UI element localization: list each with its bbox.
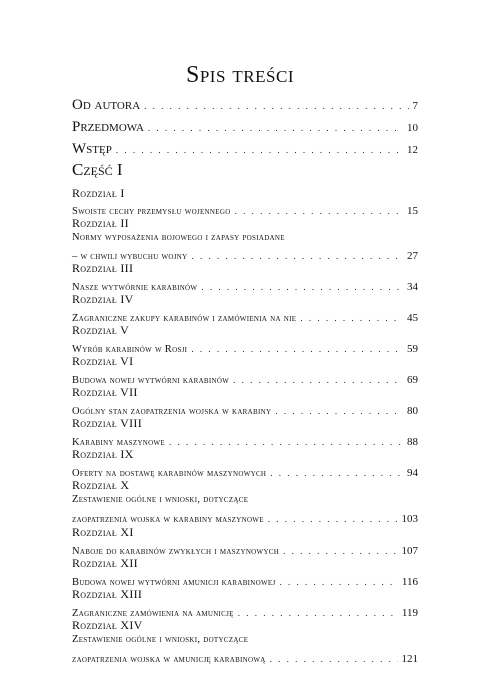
dot-leader bbox=[238, 603, 398, 621]
dot-leader bbox=[270, 463, 403, 481]
dot-leader bbox=[201, 277, 403, 295]
chapter-heading: Rozdział XIV bbox=[72, 618, 143, 632]
chapter-title: Oferty na dostawę karabinów maszynowych bbox=[72, 468, 267, 479]
dot-leader bbox=[283, 541, 397, 559]
entry-page: 45 bbox=[407, 312, 418, 324]
entry-label: Wstęp bbox=[72, 141, 112, 157]
chapter-entry bbox=[72, 649, 418, 667]
dot-leader bbox=[280, 572, 398, 590]
chapter-title: Swoiste cechy przemysłu wojennego bbox=[72, 206, 231, 217]
dot-leader bbox=[235, 201, 403, 219]
entry-page: 27 bbox=[407, 250, 418, 262]
dot-leader bbox=[191, 339, 403, 357]
chapter-title: Budowa nowej wytwórni karabinów bbox=[72, 375, 230, 386]
entry-page: 10 bbox=[407, 122, 418, 134]
dot-leader bbox=[270, 649, 398, 667]
chapter-heading: Rozdział III bbox=[72, 261, 134, 275]
dot-leader bbox=[268, 509, 398, 527]
dot-leader bbox=[275, 401, 403, 419]
chapter-heading: Rozdział V bbox=[72, 323, 130, 337]
chapter-title: Naboje do karabinów zwykłych i maszynowych bbox=[72, 546, 280, 557]
chapter-heading: Rozdział VI bbox=[72, 354, 134, 368]
dot-leader bbox=[148, 119, 403, 136]
chapter-heading: Rozdział IX bbox=[72, 447, 134, 461]
entry-page: 15 bbox=[407, 205, 418, 217]
chapter-title: Zagraniczne zakupy karabinów i zamówienia na nie bbox=[72, 313, 297, 324]
chapter-heading: Rozdział XII bbox=[72, 556, 138, 570]
entry-page: 94 bbox=[407, 467, 418, 479]
page-title: Spis treści bbox=[186, 62, 294, 88]
chapter-title: – w chwili wybuchu wojny bbox=[72, 251, 188, 262]
chapter-heading: Rozdział I bbox=[72, 186, 125, 200]
chapter-title: Budowa nowej wytwórni amunicji karabinowej bbox=[72, 577, 276, 588]
entry-page: 59 bbox=[407, 343, 418, 355]
toc-entry-wstep bbox=[72, 141, 418, 158]
chapter-heading: Rozdział XIII bbox=[72, 587, 143, 601]
entry-page: 121 bbox=[401, 653, 418, 665]
entry-page: 80 bbox=[407, 405, 418, 417]
dot-leader bbox=[233, 370, 403, 388]
chapter-title: Nasze wytwórnie karabinów bbox=[72, 282, 198, 293]
dot-leader bbox=[192, 246, 404, 264]
entry-page: 107 bbox=[401, 545, 418, 557]
chapter-heading: Rozdział X bbox=[72, 478, 130, 492]
toc-entry-od-autora bbox=[72, 97, 418, 114]
chapter-heading: Rozdział XI bbox=[72, 525, 134, 539]
chapter-heading: Rozdział II bbox=[72, 216, 129, 230]
chapter-title: Zagraniczne zamówienia na amunicję bbox=[72, 608, 234, 619]
entry-page: 88 bbox=[407, 436, 418, 448]
chapter-title: Ogólny stan zaopatrzenia wojska w karabiny bbox=[72, 406, 272, 417]
entry-page: 12 bbox=[407, 144, 418, 156]
entry-label: Od autora bbox=[72, 97, 141, 113]
chapter-title: Wyrób karabinów w Rosji bbox=[72, 344, 188, 355]
dot-leader bbox=[144, 97, 408, 114]
entry-page: 7 bbox=[412, 100, 418, 112]
toc-entry-przedmowa bbox=[72, 119, 418, 136]
chapter-heading: Rozdział VII bbox=[72, 385, 138, 399]
dot-leader bbox=[116, 141, 403, 158]
entry-page: 69 bbox=[407, 374, 418, 386]
entry-page: 34 bbox=[407, 281, 418, 293]
dot-leader bbox=[300, 308, 403, 326]
part-heading: Część I bbox=[72, 160, 123, 179]
entry-label: Przedmowa bbox=[72, 119, 144, 135]
chapter-title: Karabiny maszynowe bbox=[72, 437, 165, 448]
chapter-title-line: Normy wyposażenia bojowego i zapasy posiadane bbox=[72, 232, 285, 243]
entry-page: 116 bbox=[401, 576, 418, 588]
chapter-title-line: Zestawienie ogólne i wnioski, dotyczące bbox=[72, 494, 249, 505]
chapter-heading: Rozdział IV bbox=[72, 292, 134, 306]
entry-page: 119 bbox=[401, 607, 418, 619]
chapter-title: zaopatrzenia wojska w amunicję karabinową bbox=[72, 654, 266, 665]
chapter-heading: Rozdział VIII bbox=[72, 416, 142, 430]
chapter-title-line: Zestawienie ogólne i wnioski, dotyczące bbox=[72, 634, 249, 645]
chapter-title: zaopatrzenia wojska w karabiny maszynowe bbox=[72, 514, 264, 525]
dot-leader bbox=[169, 432, 403, 450]
entry-page: 103 bbox=[401, 513, 418, 525]
